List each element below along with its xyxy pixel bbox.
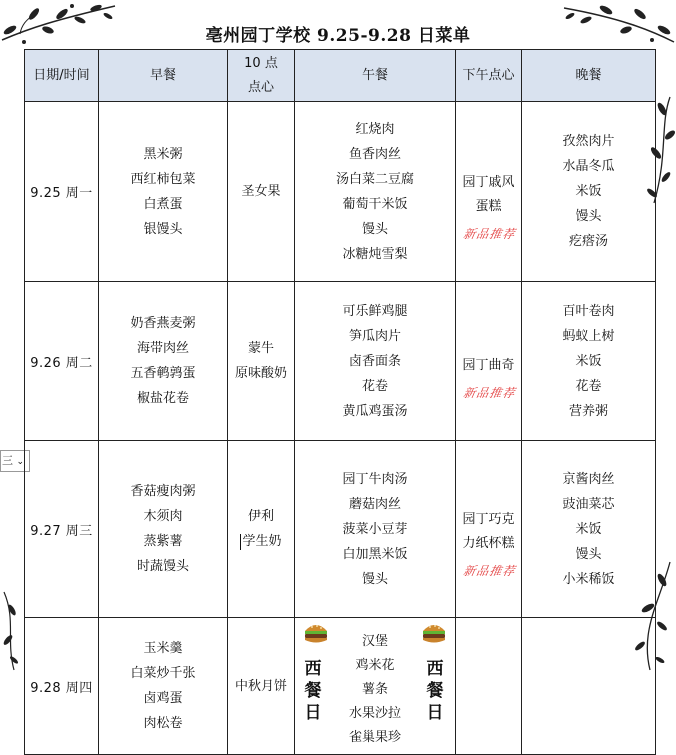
snack10-cell <box>228 441 295 618</box>
header-date: 日期/时间 <box>25 50 99 102</box>
menu-item: 花卷 <box>361 378 388 394</box>
menu-item: 白菜炒千张 <box>130 666 196 681</box>
menu-item: 玉米羹 <box>143 641 183 656</box>
menu-item: 孜然肉片 <box>562 134 615 149</box>
menu-item: 五香鹌鹑蛋 <box>130 366 196 381</box>
menu-item: 馒头 <box>575 546 602 562</box>
menu-item: 鸡米花 <box>355 658 395 673</box>
day-cell: 9.25 周一 <box>25 102 99 282</box>
menu-item: 水晶冬瓜 <box>562 159 615 174</box>
menu-item: 原味酸奶 <box>234 366 287 381</box>
menu-item-with-cursor <box>228 529 294 554</box>
menu-item: 奶香燕麦粥 <box>130 316 196 331</box>
menu-item: 馒头 <box>361 571 388 587</box>
burger-icon <box>421 622 447 644</box>
burger-icon <box>303 622 329 644</box>
new-product-badge: 新品推荐 <box>462 563 517 578</box>
western-day-char: 日 <box>304 703 322 723</box>
day-cell: 9.27 周三 <box>25 441 99 618</box>
pm-snack-cell <box>456 618 522 755</box>
menu-item: 蒙牛 <box>247 341 274 356</box>
table-row <box>25 102 656 282</box>
lunch-cell <box>295 441 456 618</box>
menu-item: 豉油菜芯 <box>562 496 615 512</box>
menu-item: 花卷 <box>575 378 602 394</box>
header-breakfast: 早餐 <box>99 50 228 102</box>
menu-item: 肉松卷 <box>143 716 183 731</box>
menu-item: 红烧肉 <box>355 121 395 137</box>
menu-item: 鱼香肉丝 <box>348 146 401 162</box>
menu-item: 百叶卷肉 <box>562 303 615 319</box>
new-product-badge: 新品推荐 <box>462 227 517 241</box>
menu-item: 椒盐花卷 <box>136 391 189 406</box>
western-day-char: 餐 <box>304 681 322 701</box>
day-cell: 9.28 周四 <box>25 618 99 755</box>
side-tab-label: 三 <box>2 454 13 467</box>
menu-item: 米饭 <box>575 521 602 537</box>
western-day-label-right <box>425 658 445 724</box>
menu-item: 圣女果 <box>241 184 281 199</box>
menu-item: 西红柿包菜 <box>130 171 196 187</box>
western-day-char: 餐 <box>426 681 444 701</box>
western-day-char: 日 <box>426 703 444 723</box>
menu-item: 海带肉丝 <box>136 341 189 356</box>
header-lunch: 午餐 <box>295 50 456 102</box>
pm-snack-cell <box>456 282 522 441</box>
menu-item: 小米稀饭 <box>562 571 615 587</box>
breakfast-cell <box>99 102 228 282</box>
lunch-cell <box>295 282 456 441</box>
dinner-cell <box>522 282 656 441</box>
menu-item: 米饭 <box>575 353 602 369</box>
pm-snack-cell <box>456 441 522 618</box>
menu-item: 营养粥 <box>568 403 608 419</box>
snack10-cell <box>228 282 295 441</box>
menu-item: 时蔬馒头 <box>136 559 189 574</box>
chevron-down-icon: ⌄ <box>16 457 25 467</box>
snack10-cell <box>228 618 295 755</box>
breakfast-cell <box>99 441 228 618</box>
menu-item: 雀巢果珍 <box>348 730 401 745</box>
menu-item: 木须肉 <box>143 509 183 524</box>
menu-item: 菠菜小豆芽 <box>342 521 408 537</box>
menu-item: 卤鸡蛋 <box>143 691 183 706</box>
dinner-cell <box>522 102 656 282</box>
menu-item: 蛋糕 <box>475 199 502 214</box>
menu-item: 黄瓜鸡蛋汤 <box>342 403 408 419</box>
menu-item: 园丁曲奇 <box>462 357 515 373</box>
table-row <box>25 618 656 755</box>
dinner-cell <box>522 441 656 618</box>
new-product-badge: 新品推荐 <box>462 385 517 400</box>
header-dinner: 晚餐 <box>522 50 656 102</box>
day-cell: 9.26 周二 <box>25 282 99 441</box>
lunch-cell <box>295 618 456 755</box>
menu-item: 蒸紫薯 <box>143 534 183 549</box>
menu-item: 冰糖炖雪梨 <box>342 246 408 262</box>
menu-item: 学生奶 <box>242 534 282 549</box>
menu-item: 可乐鲜鸡腿 <box>342 303 408 319</box>
breakfast-cell <box>99 618 228 755</box>
menu-item: 水果沙拉 <box>348 706 401 721</box>
menu-item: 笋瓜肉片 <box>348 328 401 344</box>
lunch-cell <box>295 102 456 282</box>
menu-item: 薯条 <box>361 682 388 697</box>
snack10-cell <box>228 102 295 282</box>
western-day-label-left <box>303 658 323 724</box>
western-day-char: 西 <box>426 659 444 679</box>
header-snack10: 10 点 点心 <box>228 50 295 102</box>
menu-item: 米饭 <box>575 184 602 199</box>
menu-item: 园丁巧克 <box>462 511 515 527</box>
menu-item: 蚂蚁上树 <box>562 328 615 344</box>
table-row <box>25 282 656 441</box>
menu-item: 力纸杯糕 <box>462 535 515 551</box>
pm-snack-cell <box>456 102 522 282</box>
menu-item: 葡萄干米饭 <box>342 196 408 212</box>
menu-item: 卤香面条 <box>348 353 401 369</box>
menu-item: 香菇瘦肉粥 <box>130 484 196 499</box>
menu-item: 白加黑米饭 <box>342 546 408 562</box>
page-title: 亳州园丁学校 9.25-9.28 日菜单 <box>205 26 471 46</box>
vine-decoration-bottom-left <box>0 590 24 672</box>
menu-item: 汤白菜二豆腐 <box>335 171 414 187</box>
menu-item: 汉堡 <box>361 634 388 649</box>
menu-item: 园丁戚风 <box>462 175 515 190</box>
menu-item: 疙瘩汤 <box>568 234 608 249</box>
menu-table <box>24 49 656 755</box>
menu-item: 中秋月饼 <box>234 678 287 694</box>
breakfast-cell <box>99 282 228 441</box>
header-row <box>25 50 656 102</box>
menu-item: 京酱肉丝 <box>562 471 615 487</box>
menu-item: 馒头 <box>575 209 602 224</box>
menu-item: 伊利 <box>247 509 274 524</box>
dinner-cell <box>522 618 656 755</box>
table-row <box>25 441 656 618</box>
menu-item: 银馒头 <box>143 221 183 237</box>
menu-item: 白煮蛋 <box>143 196 183 212</box>
menu-item: 馒头 <box>361 221 388 237</box>
menu-item: 黑米粥 <box>143 146 183 162</box>
header-pm-snack: 下午点心 <box>456 50 522 102</box>
menu-item: 蘑菇肉丝 <box>348 496 401 512</box>
western-day-char: 西 <box>304 659 322 679</box>
menu-item: 园丁牛肉汤 <box>342 471 408 487</box>
